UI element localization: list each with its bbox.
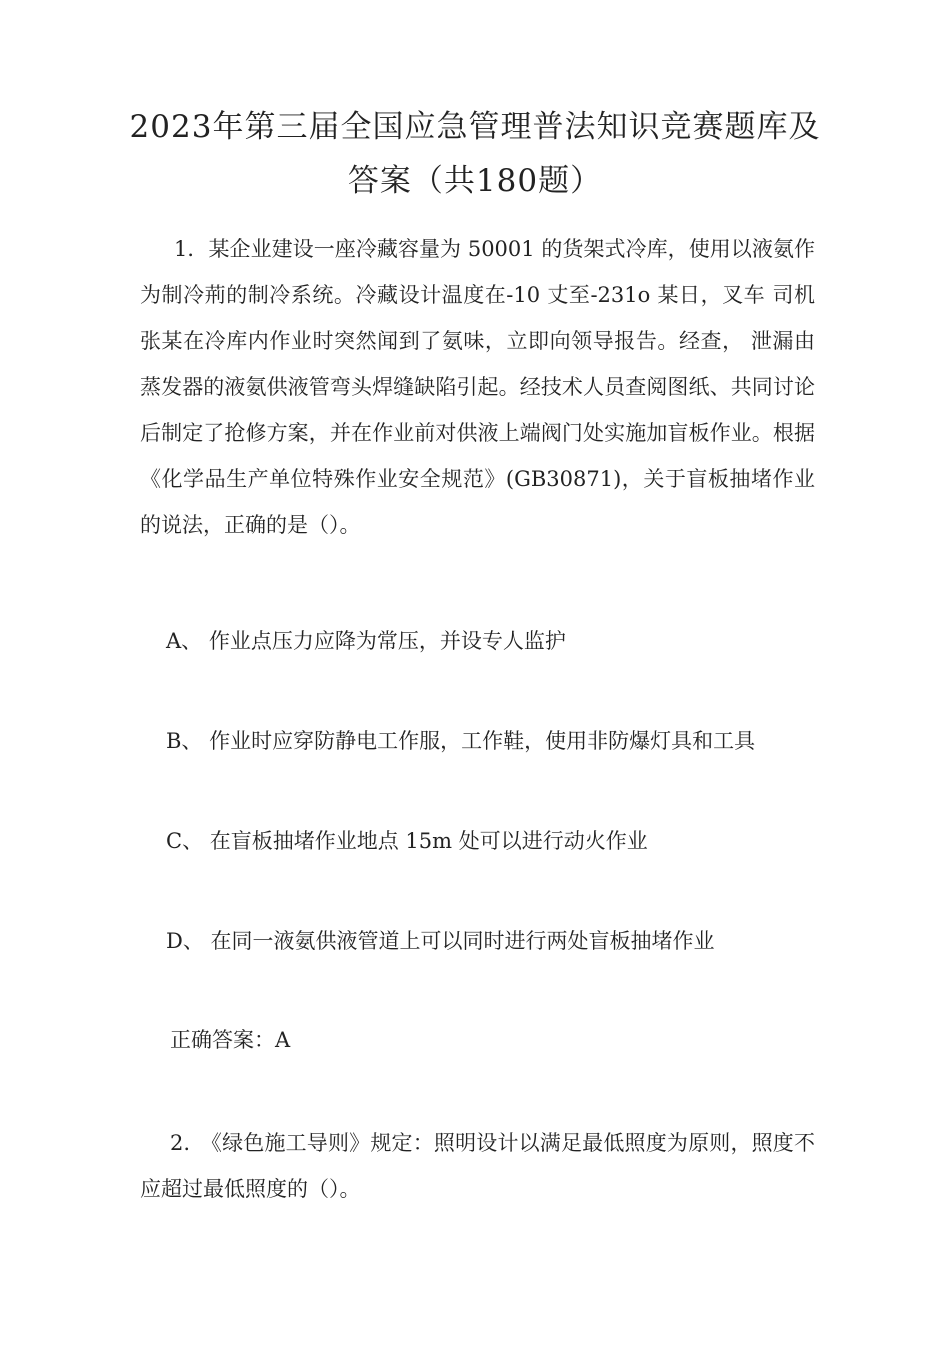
question-2-text: 2. 《绿色施工导则》规定：照明设计以满足最低照度为原则，照度不应超过最低照度的（）。	[140, 1131, 815, 1201]
question-1-answer: 正确答案：A	[170, 1028, 291, 1052]
question-1-option-b: B、 作业时应穿防静电工作服，工作鞋，使用非防爆灯具和工具	[166, 729, 756, 753]
question-1-text: 1．某企业建设一座冷藏容量为 50001 的货架式冷库，使用以液氨作为制冷荊的制冷系统。冷藏设计温度在-10 丈至-231o 某日，叉车 司机张某在冷库内作业时突然闻到了氨味，立即向领导报告。经查， 泄漏由蒸发器的液氨供液管弯头焊缝缺陷引起。经技术人员查阅图纸、共同讨论后制定了抢修方案，并在作业前对供液上端阀门处实施加盲板作业。根据《化学品生产单位特殊作业安全规范》(GB30871)，关于盲板抽堵作业的说法，正确的是（）。	[140, 237, 815, 537]
question-1-option-c: C、 在盲板抽堵作业地点 15m 处可以进行动火作业	[166, 829, 648, 853]
question-1-option-d: D、 在同一液氨供液管道上可以同时进行两处盲板抽堵作业	[166, 929, 715, 953]
document-title: 2023年第三届全国应急管理普法知识竞赛题库及答案（共180题）	[129, 109, 821, 199]
question-1-option-a: A、 作业点压力应降为常压，并设专人监护	[166, 629, 566, 653]
